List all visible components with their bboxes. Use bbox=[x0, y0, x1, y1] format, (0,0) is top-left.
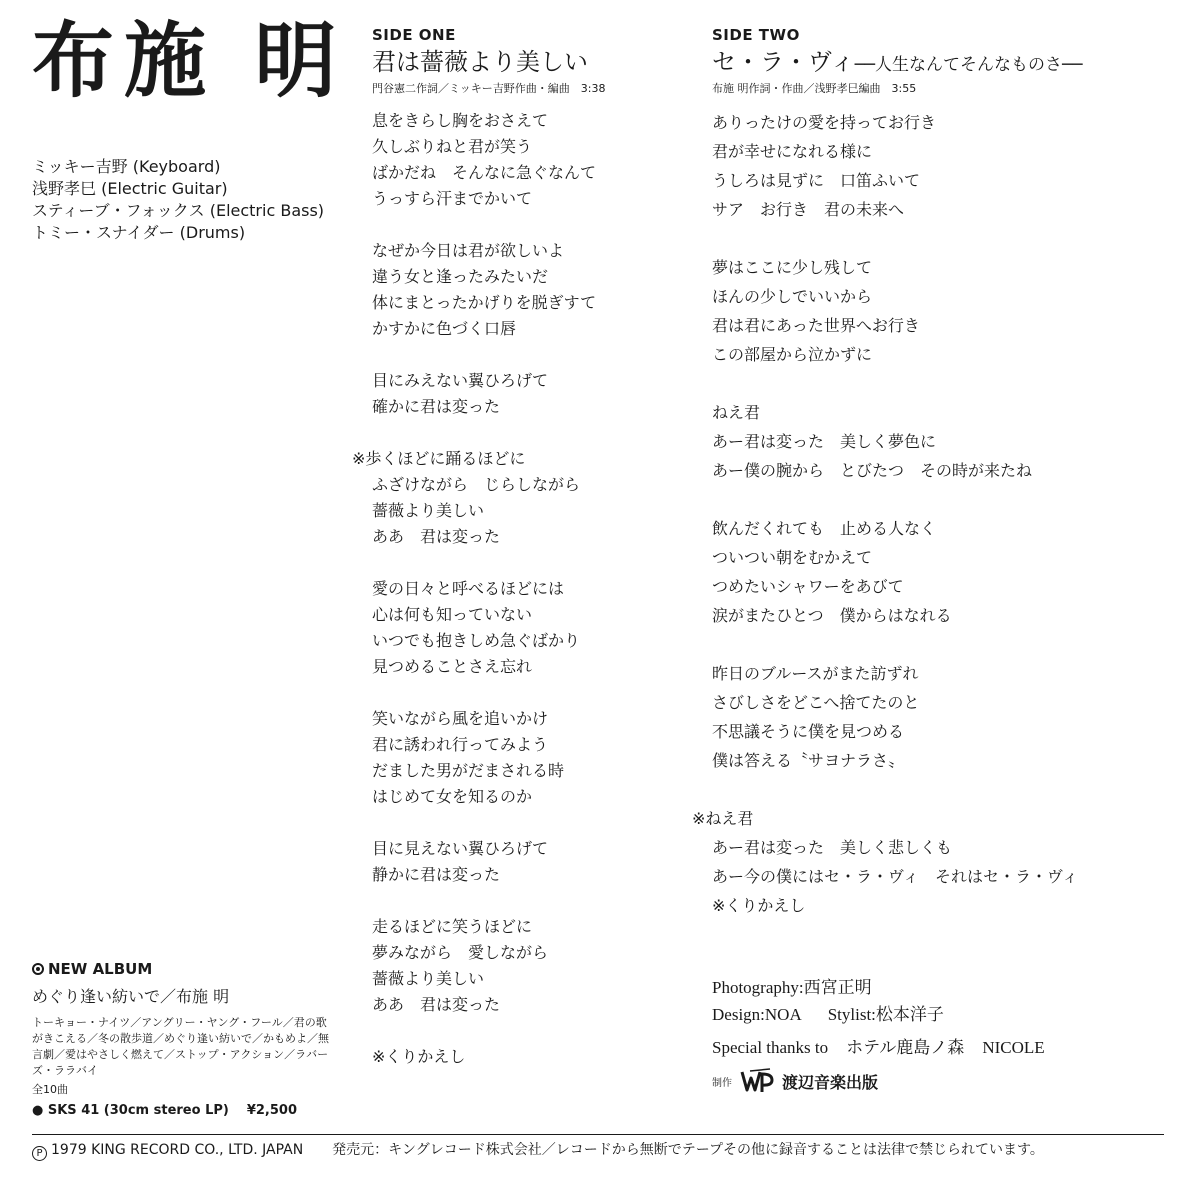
lyric-line: ※ねえ君 bbox=[692, 809, 754, 828]
lyric-line: 久しぶりねと君が笑う bbox=[372, 137, 533, 156]
side-two-label: SIDE TWO bbox=[712, 26, 800, 44]
stanza bbox=[372, 914, 596, 1018]
member: トミー・スナイダー (Drums) bbox=[32, 223, 246, 242]
lyric-line: はじめて女を知るのか bbox=[372, 787, 533, 806]
artist-name: 布施 明 bbox=[32, 13, 347, 109]
stanza bbox=[352, 446, 596, 550]
album-track-count: 全10曲 bbox=[32, 1083, 68, 1096]
target-icon bbox=[32, 963, 44, 975]
lyric-line: 見つめることさえ忘れ bbox=[372, 657, 533, 676]
lyric-line: かすかに色づく口唇 bbox=[372, 319, 517, 338]
lyric-line: 心は何も知っていない bbox=[372, 605, 533, 624]
lyric-line: あー今の僕にはセ・ラ・ヴィ それはセ・ラ・ヴィ bbox=[712, 867, 1079, 886]
lyric-line: つめたいシャワーをあびて bbox=[712, 577, 904, 596]
lyric-line: ※くりかえし bbox=[712, 896, 806, 915]
member: 浅野孝巳 (Electric Guitar) bbox=[32, 179, 228, 198]
lyric-line: ばかだね そんなに急ぐなんて bbox=[372, 163, 597, 182]
lyric-line: ※歩くほどに踊るほどに bbox=[352, 449, 526, 468]
album-heading bbox=[32, 960, 352, 978]
lyric-line: ありったけの愛を持ってお行き bbox=[712, 113, 937, 132]
lyric-line: 夢みながら 愛しながら bbox=[372, 943, 549, 962]
lyric-line: 涙がまたひとつ 僕からはなれる bbox=[712, 606, 952, 625]
legal-notice: 発売元：キングレコード株式会社／レコードから無断でテープその他に録音することは法律で禁じられています。 bbox=[332, 1142, 1044, 1158]
lyric-line: 飲んだくれても 止める人なく bbox=[712, 519, 937, 538]
side-two-title-row bbox=[712, 50, 1083, 74]
lyric-line: 昨日のブルースがまた訪ずれ bbox=[712, 664, 919, 683]
lyric-line: うしろは見ずに 口笛ふいて bbox=[712, 171, 921, 190]
lyric-line: 薔薇より美しい bbox=[372, 969, 485, 988]
side-one-title: 君は薔薇より美しい bbox=[372, 48, 588, 76]
stanza bbox=[372, 368, 596, 420]
side-one-credit: 門谷憲二作詞／ミッキー吉野作曲・編曲 3:38 bbox=[372, 82, 606, 95]
lyric-line: だました男がだまされる時 bbox=[372, 761, 565, 780]
lyric-line: 体にまとったかげりを脱ぎすて bbox=[372, 293, 597, 312]
lyric-line: 君は君にあった世界へお行き bbox=[712, 316, 920, 335]
thanks-nicole: NICOLE bbox=[982, 1038, 1045, 1057]
side-two-lyrics bbox=[692, 108, 1079, 949]
lyric-line: あー君は変った 美しく悲しくも bbox=[712, 838, 953, 857]
lyric-line: 違う女と逢ったみたいだ bbox=[372, 267, 549, 286]
lyric-line: うっすら汗までかいて bbox=[372, 189, 533, 208]
stanza bbox=[372, 836, 596, 888]
lyric-line: 愛の日々と呼べるほどには bbox=[372, 579, 565, 598]
stylist-credit: Stylist:松本洋子 bbox=[827, 1005, 944, 1024]
stanza bbox=[372, 238, 596, 342]
lyric-line: 目にみえない翼ひろげて bbox=[372, 371, 549, 390]
album-price: ¥2,500 bbox=[246, 1103, 297, 1118]
lyric-line: ねえ君 bbox=[712, 403, 761, 422]
album-title: めぐり逢い紡いで／布施 明 bbox=[32, 987, 230, 1006]
lyric-line: ああ 君は変った bbox=[372, 995, 501, 1014]
lyric-line: サア お行き 君の未来へ bbox=[712, 200, 905, 219]
stanza bbox=[712, 398, 1078, 485]
lyric-line: あー僕の腕から とびたつ その時が来たね bbox=[712, 461, 1033, 480]
stanza bbox=[372, 706, 596, 810]
lyric-line: ふざけながら じらしながら bbox=[372, 475, 581, 494]
side-one-label: SIDE ONE bbox=[372, 26, 456, 44]
album-catalog-row bbox=[32, 1103, 352, 1118]
lyric-line: 走るほどに笑うほどに bbox=[372, 917, 533, 936]
stanza bbox=[712, 108, 1078, 224]
lyric-line: 不思議そうに僕を見つめる bbox=[712, 722, 905, 741]
side-two-credit: 布施 明作詞・作曲／浅野孝巳編曲 3:55 bbox=[712, 82, 917, 95]
stanza bbox=[372, 108, 596, 212]
lyric-line: なぜか今日は君が欲しいよ bbox=[372, 241, 565, 260]
publisher-logo-icon bbox=[740, 1068, 774, 1094]
producer-credit bbox=[712, 1068, 878, 1094]
lyric-line: ※くりかえし bbox=[372, 1047, 466, 1066]
lyric-line: 薔薇より美しい bbox=[372, 501, 485, 520]
lyric-line: さびしさをどこへ捨てたのと bbox=[712, 693, 920, 712]
lyric-line: 静かに君は変った bbox=[372, 865, 501, 884]
stanza bbox=[712, 514, 1078, 630]
side-two-subtitle: ──人生なんてそんなものさ── bbox=[854, 55, 1083, 75]
footer bbox=[32, 1134, 1164, 1161]
lyric-line: 僕は答える〝サヨナラさ〟 bbox=[712, 751, 905, 770]
lyric-line: 笑いながら風を追いかけ bbox=[372, 709, 549, 728]
lyric-line: この部屋から泣かずに bbox=[712, 345, 873, 364]
lyric-line: ああ 君は変った bbox=[372, 527, 501, 546]
thanks-hotel: ホテル鹿島ノ森 bbox=[846, 1038, 965, 1057]
phonogram-icon: P bbox=[32, 1146, 47, 1161]
lyric-line: ついつい朝をむかえて bbox=[712, 548, 873, 567]
stanza bbox=[372, 576, 596, 680]
lyric-line: 夢はここに少し残して bbox=[712, 258, 873, 277]
album-heading-text: NEW ALBUM bbox=[48, 960, 153, 978]
new-album-info bbox=[32, 960, 352, 1118]
design-credit: Design:NOA bbox=[712, 1005, 802, 1024]
side-two-title: セ・ラ・ヴィ bbox=[712, 48, 855, 76]
staff-credits bbox=[712, 974, 1045, 1061]
lyric-line: 確かに君は変った bbox=[372, 397, 501, 416]
member: ミッキー吉野 (Keyboard) bbox=[32, 157, 221, 176]
photography-credit: Photography:西宮正明 bbox=[712, 978, 872, 997]
copyright-text: 1979 KING RECORD CO., LTD. JAPAN bbox=[51, 1142, 304, 1158]
album-tracklist: トーキョー・ナイツ／アングリー・ヤング・フール／君の歌がきこえる／冬の散歩道／めぐり逢い紡いで／かもめよ／無言劇／愛はやさしく燃えて／ストップ・アクション／ラバーズ・ララバイ bbox=[32, 1016, 329, 1077]
album-catalog: ● SKS 41 (30cm stereo LP) bbox=[32, 1103, 229, 1118]
lyric-line: いつでも抱きしめ急ぐばかり bbox=[372, 631, 581, 650]
stanza bbox=[712, 253, 1078, 369]
producer-label: 制作 bbox=[712, 1077, 732, 1089]
lyric-line: 君に誘われ行ってみよう bbox=[372, 735, 549, 754]
lyric-line: 息をきらし胸をおさえて bbox=[372, 111, 549, 130]
lyric-line: ほんの少しでいいから bbox=[712, 287, 873, 306]
side-one-lyrics bbox=[352, 108, 597, 1096]
thanks-label: Special thanks to bbox=[712, 1038, 829, 1057]
stanza bbox=[372, 1044, 596, 1070]
stanza bbox=[692, 804, 1079, 920]
lyric-line: 目に見えない翼ひろげて bbox=[372, 839, 549, 858]
thanks-row bbox=[712, 1034, 1045, 1061]
member: スティーブ・フォックス (Electric Bass) bbox=[32, 201, 325, 220]
lyric-line: 君が幸せになれる様に bbox=[712, 142, 873, 161]
stanza bbox=[712, 659, 1078, 775]
band-members bbox=[32, 156, 324, 244]
lyric-line: あー君は変った 美しく夢色に bbox=[712, 432, 937, 451]
producer-name: 渡辺音楽出版 bbox=[782, 1072, 879, 1092]
design-row bbox=[712, 1001, 1045, 1028]
